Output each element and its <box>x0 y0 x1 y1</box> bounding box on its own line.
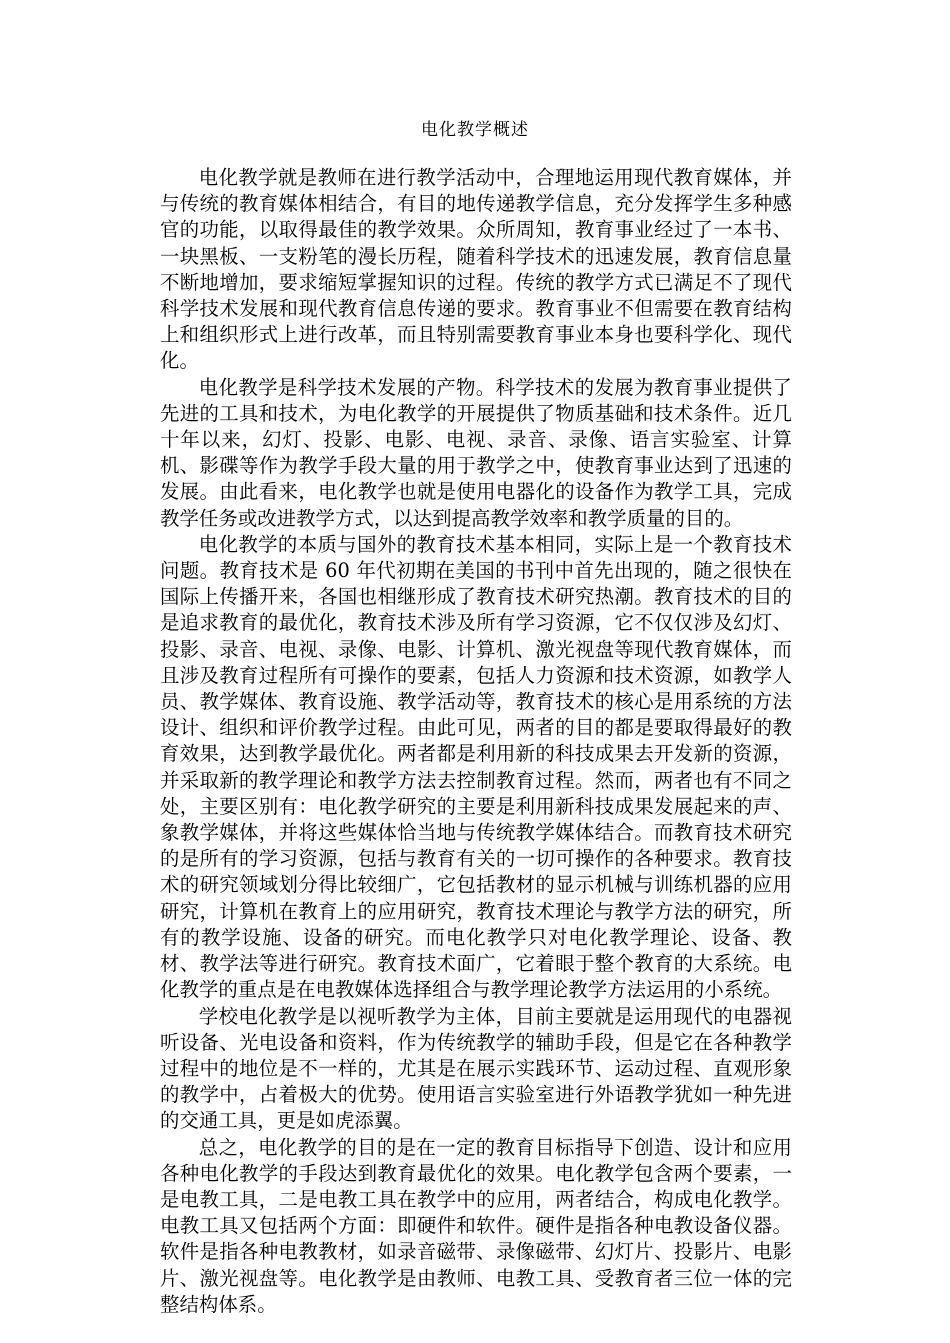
paragraph-3: 电化教学的本质与国外的教育技术基本相同，实际上是一个教育技术问题。教育技术是 60 年代初期在美国的书刊中首先出现的，随之很快在国际上传播开来，各国也相继形成了教育技术研究热潮。教育技术的目的是追求教育的最优化，教育技术涉及所有学习资源，它不仅仅涉及幻灯、投影、录音、电视、录像、电影、计算机、激光视盘等现代教育媒体，而且涉及教育过程所有可操作的要素，包括人力资源和技术资源，如教学人员、教学媒体、教育设施、教学活动等，教育技术的核心是用系统的方法设计、组织和评价教学过程。由此可见，两者的目的都是要取得最好的教育效果，达到教学最优化。两者都是利用新的科技成果去开发新的资源，并采取新的教学理论和教学方法去控制教育过程。然而，两者也有不同之处，主要区别有：电化教学研究的主要是利用新科技成果发展起来的声、象教学媒体，并将这些媒体恰当地与传统教学媒体结合。而教育技术研究的是所有的学习资源，包括与教育有关的一切可操作的各种要求。教育技术的研究领域划分得比较细广，它包括教材的显示机械与训练机器的应用研究，计算机在教育上的应用研究，教育技术理论与教学方法的研究，所有的教学设施、设备的研究。而电化教学只对电化教学理论、设备、教材、教学法等进行研究。教育技术面广，它着眼于整个教育的大系统。电化教学的重点是在电教媒体选择组合与教学理论教学方法运用的小系统。 <box>160 532 792 1002</box>
paragraph-2: 电化教学是科学技术发展的产物。科学技术的发展为教育事业提供了先进的工具和技术，为电化教学的开展提供了物质基础和技术条件。近几十年以来，幻灯、投影、电影、电视、录音、录像、语言实验室、计算机、影碟等作为教学手段大量的用于教学之中，使教育事业达到了迅速的发展。由此看来，电化教学也就是使用电器化的设备作为教学工具，完成教学任务或改进教学方式，以达到提高教学效率和教学质量的目的。 <box>160 375 792 530</box>
paragraph-5: 总之，电化教学的目的是在一定的教育目标指导下创造、设计和应用各种电化教学的手段达到教育最优化的效果。电化教学包含两个要素，一是电教工具，二是电教工具在教学中的应用，两者结合，构成电化教学。电教工具又包括两个方面：即硬件和软件。硬件是指各种电教设备仪器。软件是指各种电教教材，如录音磁带、录像磁带、幻灯片、投影片、电影片、激光视盘等。电化教学是由教师、电教工具、受教育者三位一体的完整结构体系。 <box>160 1135 792 1316</box>
paragraph-4: 学校电化教学是以视听教学为主体，目前主要就是运用现代的电器视听设备、光电设备和资料，作为传统教学的辅助手段，但是它在各种教学过程中的地位是不一样的，尤其是在展示实践环节、运动过程、直观形象的教学中，占着极大的优势。使用语言实验室进行外语教学犹如一种先进的交通工具，更是如虎添翼。 <box>160 1004 792 1133</box>
document-title: 电化教学概述 <box>421 120 529 140</box>
paragraph-1: 电化教学就是教师在进行教学活动中，合理地运用现代教育媒体，并与传统的教育媒体相结合，有目的地传递教学信息，充分发挥学生多种感官的功能，以取得最佳的教学效果。众所周知，教育事业经过了一本书、一块黑板、一支粉笔的漫长历程，随着科学技术的迅速发展，教育信息量不断地增加，要求缩短掌握知识的过程。传统的教学方式已满足不了现代科学技术发展和现代教育信息传递的要求。教育事业不但需要在教育结构上和组织形式上进行改革，而且特别需要教育事业本身也要科学化、现代化。 <box>160 166 792 373</box>
document-body <box>160 165 792 1318</box>
